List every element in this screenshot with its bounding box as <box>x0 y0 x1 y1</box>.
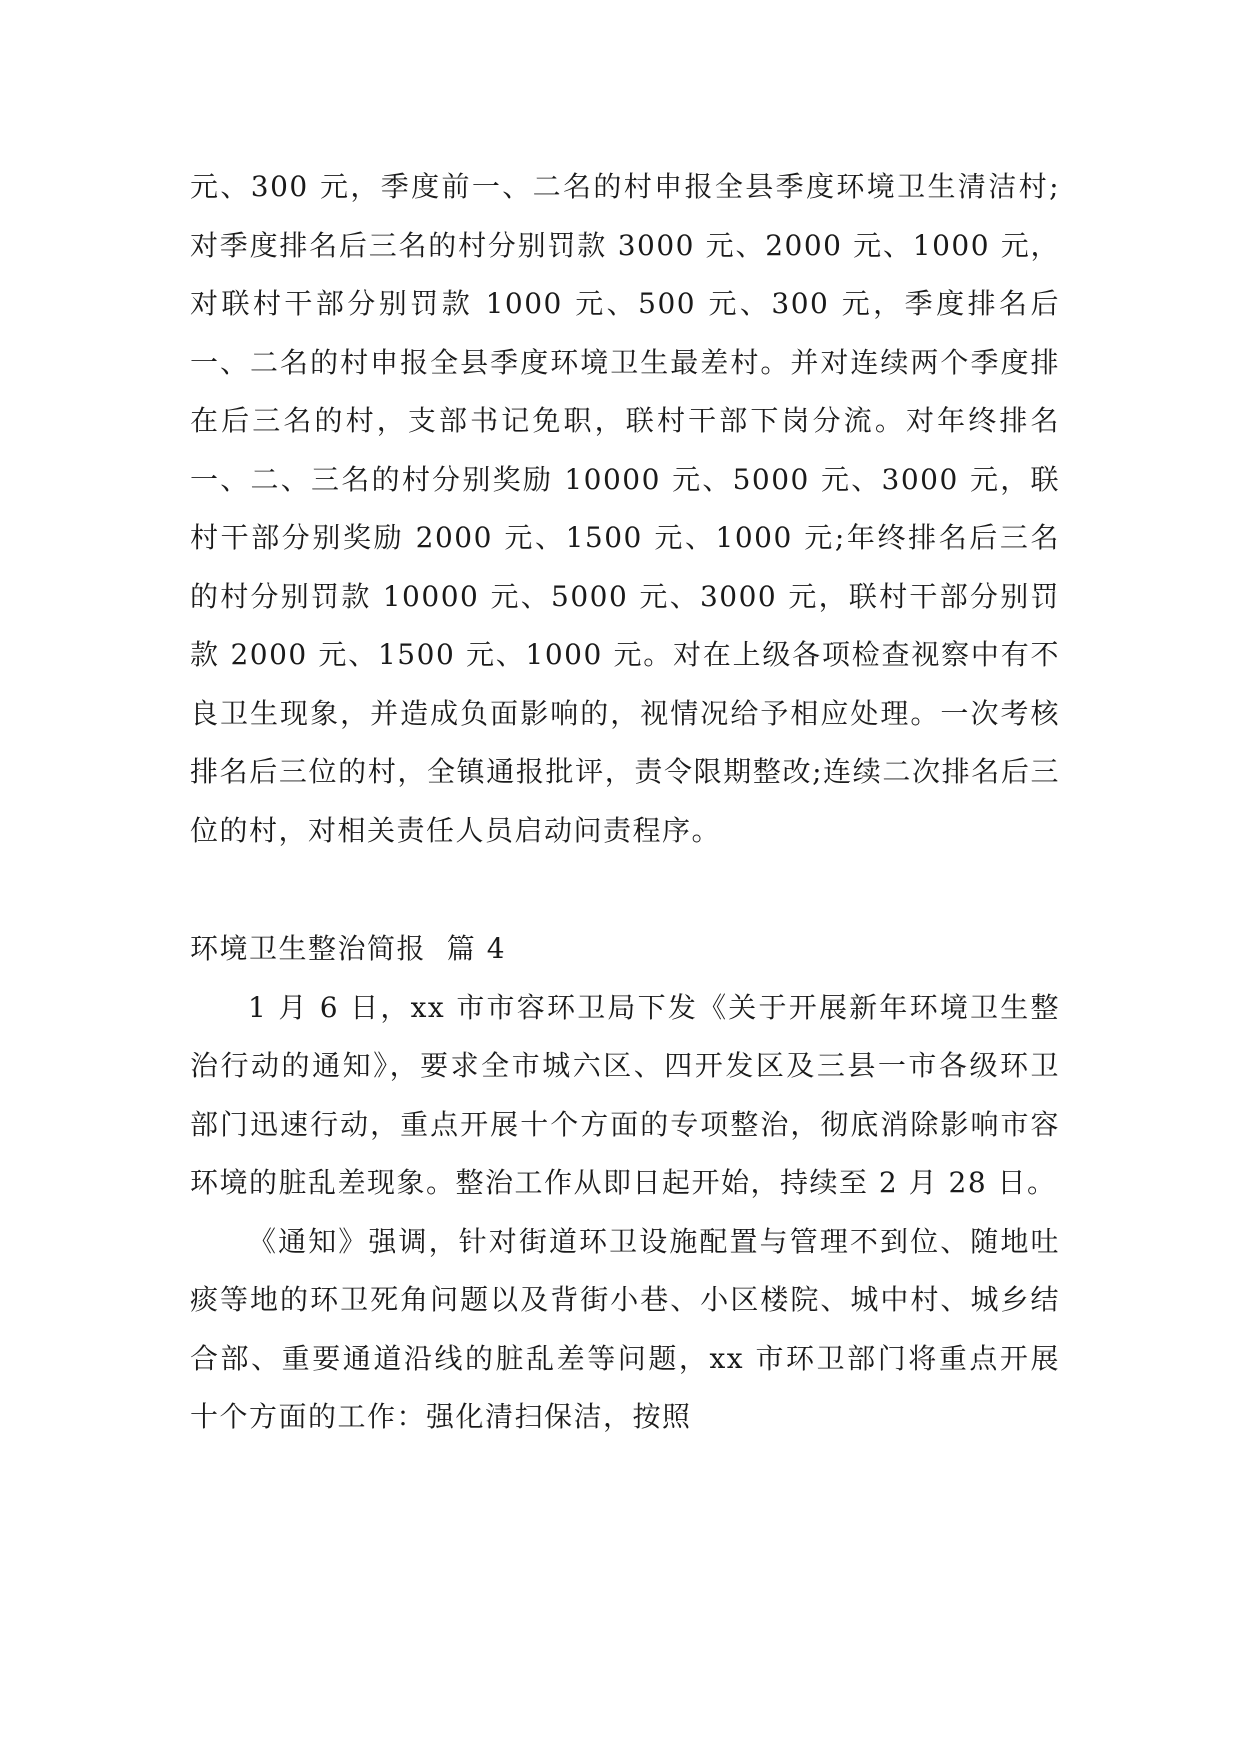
document-body <box>190 158 1060 1447</box>
body-paragraph: 元、300 元，季度前一、二名的村申报全县季度环境卫生清洁村;对季度排名后三名的村分别罚款 3000 元、2000 元、1000 元，对联村干部分别罚款 1000 元、500 元、300 元，季度排名后一、二名的村申报全县季度环境卫生最差村。并对连续两个季度排在后三名的村，支部书记免职，联村干部下岗分流。对年终排名一、二、三名的村分别奖励 10000 元、5000 元、3000 元，联村干部分别奖励 2000 元、1500 元、1000 元;年终排名后三名的村分别罚款 10000 元、5000 元、3000 元，联村干部分别罚款 2000 元、1500 元、1000 元。对在上级各项检查视察中有不良卫生现象，并造成负面影响的，视情况给予相应处理。一次考核排名后三位的村，全镇通报批评，责令限期整改;连续二次排名后三位的村，对相关责任人员启动问责程序。 <box>190 170 1060 847</box>
body-paragraph: 1 月 6 日，xx 市市容环卫局下发《关于开展新年环境卫生整治行动的通知》，要求全市城六区、四开发区及三县一市各级环卫部门迅速行动，重点开展十个方面的专项整治，彻底消除影响市容环境的脏乱差现象。整治工作从即日起开始，持续至 2 月 28 日。 <box>190 990 1060 1199</box>
body-paragraph: 《通知》强调，针对街道环卫设施配置与管理不到位、随地吐痰等地的环卫死角问题以及背街小巷、小区楼院、城中村、城乡结合部、重要通道沿线的脏乱差等问题，xx 市环卫部门将重点开展十个方面的工作：强化清扫保洁，按照 <box>190 1224 1060 1433</box>
section-title: 环境卫生整治简报 篇 4 <box>190 932 507 965</box>
